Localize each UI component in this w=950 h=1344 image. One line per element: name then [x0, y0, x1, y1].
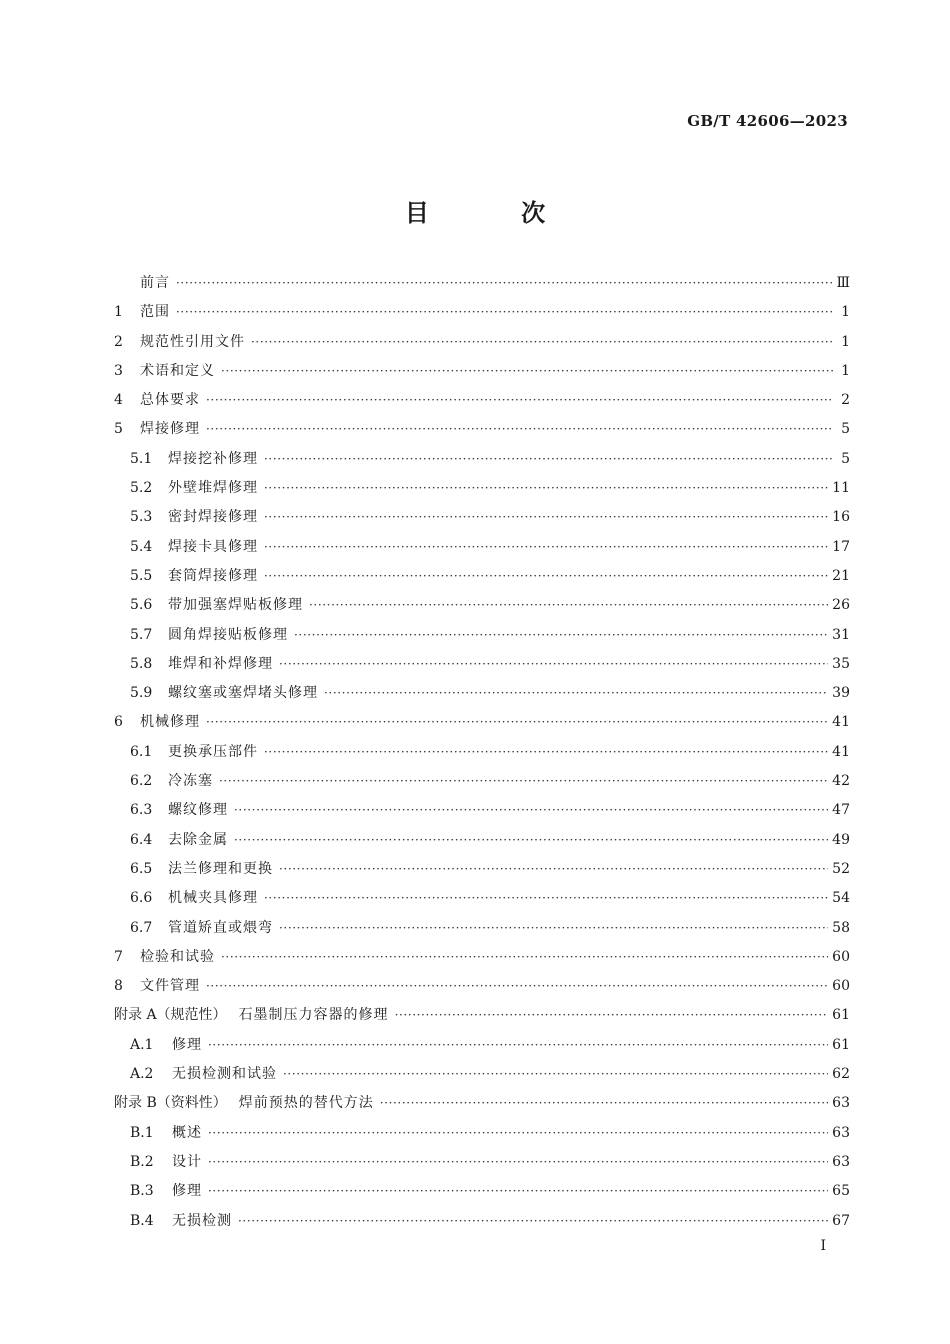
toc-entry[interactable]	[114, 386, 850, 415]
toc-entry[interactable]	[114, 1148, 850, 1177]
toc-entry-page: 39	[832, 685, 850, 702]
toc-entry-number: 5.1	[130, 450, 153, 467]
toc-leader-dots	[264, 562, 828, 591]
toc-entry-page: 63	[832, 1153, 850, 1170]
toc-entry-number: 3	[114, 362, 123, 379]
toc-entry[interactable]	[114, 621, 850, 650]
footer-page-number: I	[820, 1238, 826, 1254]
toc-entry-number: 5.7	[130, 626, 153, 643]
toc-entry-label: 更换承压部件	[168, 743, 258, 760]
toc-entry-page: 60	[832, 948, 850, 965]
toc-entry[interactable]	[114, 1207, 850, 1236]
toc-entry[interactable]	[114, 738, 850, 767]
toc-entry-label: 冷冻塞	[168, 773, 213, 790]
toc-entry[interactable]	[114, 445, 850, 474]
toc-entry-page: 1	[841, 362, 850, 379]
toc-leader-dots	[380, 1089, 828, 1118]
toc-leader-dots	[294, 621, 828, 650]
toc-leader-dots	[176, 269, 832, 298]
toc-entry[interactable]	[114, 357, 850, 386]
toc-leader-dots	[395, 1001, 829, 1030]
toc-entry[interactable]	[114, 1119, 850, 1148]
toc-leader-dots	[206, 386, 834, 415]
toc-entry-number: 5	[114, 421, 123, 438]
toc-entry-page: 35	[832, 655, 850, 672]
toc-entry-number: B.4	[130, 1212, 154, 1229]
toc-entry-number: 6.5	[130, 860, 153, 877]
toc-entry[interactable]	[114, 474, 850, 503]
toc-entry[interactable]	[114, 503, 850, 532]
toc-entry[interactable]	[114, 972, 850, 1001]
toc-leader-dots	[251, 328, 834, 357]
toc-entry-label: 焊接挖补修理	[168, 450, 258, 467]
toc-entry-label: 规范性引用文件	[140, 333, 245, 350]
toc-entry-number: 5.9	[130, 685, 153, 702]
toc-leader-dots	[238, 1207, 828, 1236]
toc-entry-label: 无损检测	[172, 1212, 232, 1229]
toc-entry[interactable]	[114, 767, 850, 796]
toc-entry-number: 5.6	[130, 597, 153, 614]
toc-entry[interactable]	[114, 914, 850, 943]
toc-entry[interactable]	[114, 679, 850, 708]
toc-leader-dots	[206, 708, 828, 737]
toc-entry-number: 5.5	[130, 567, 153, 584]
toc-entry-number: B.2	[130, 1153, 154, 1170]
toc-entry-number: 6.4	[130, 831, 153, 848]
toc-entry[interactable]	[114, 855, 850, 884]
toc-entry-label: 圆角焊接贴板修理	[168, 626, 288, 643]
toc-entry-label: 术语和定义	[140, 362, 215, 379]
toc-entry-page: 11	[832, 480, 850, 497]
toc-entry[interactable]	[114, 708, 850, 737]
toc-leader-dots	[221, 943, 828, 972]
toc-entry[interactable]	[114, 298, 850, 327]
toc-leader-dots	[264, 474, 828, 503]
toc-entry-label: 密封焊接修理	[168, 509, 258, 526]
page-title: 目 次	[404, 199, 588, 227]
toc-entry-label: 螺纹修理	[168, 802, 228, 819]
toc-entry-page: 21	[832, 567, 850, 584]
toc-entry-page: 54	[832, 890, 850, 907]
toc-entry[interactable]	[114, 269, 850, 298]
toc-entry-label: 焊前预热的替代方法	[238, 1095, 374, 1112]
toc-entry-label: 前言	[140, 275, 170, 291]
toc-entry-number: 附录 B（资料性）	[114, 1095, 227, 1112]
toc-entry[interactable]	[114, 1177, 850, 1206]
toc-entry-page: 52	[832, 860, 850, 877]
table-of-contents	[114, 269, 850, 1236]
toc-leader-dots	[279, 855, 828, 884]
toc-entry-label: 机械修理	[140, 714, 200, 731]
toc-entry-page: 41	[832, 714, 850, 731]
toc-entry-number: 6.3	[130, 802, 153, 819]
toc-entry-label: 检验和试验	[140, 948, 215, 965]
toc-entry[interactable]	[114, 826, 850, 855]
toc-leader-dots	[176, 298, 834, 327]
toc-entry-number: 1	[114, 304, 123, 321]
toc-entry-number: 2	[114, 333, 123, 350]
toc-entry[interactable]	[114, 1031, 850, 1060]
toc-entry-label: 设计	[172, 1153, 202, 1170]
toc-entry-page: 17	[832, 538, 850, 555]
toc-entry-page: 67	[832, 1212, 850, 1229]
toc-leader-dots	[234, 826, 828, 855]
toc-entry-page: 63	[832, 1095, 850, 1112]
toc-entry-label: 管道矫直或煨弯	[168, 919, 273, 936]
toc-entry[interactable]	[114, 562, 850, 591]
toc-entry-label: 带加强塞焊贴板修理	[168, 597, 303, 614]
toc-entry-number: 5.3	[130, 509, 153, 526]
toc-entry-number: 5.2	[130, 480, 153, 497]
toc-entry-number: A.2	[130, 1066, 154, 1083]
toc-entry-label: 石墨制压力容器的修理	[238, 1007, 389, 1024]
toc-leader-dots	[279, 650, 828, 679]
toc-entry-number: 6.2	[130, 773, 153, 790]
toc-entry[interactable]	[114, 533, 850, 562]
toc-entry[interactable]	[114, 650, 850, 679]
toc-entry-page: 49	[832, 831, 850, 848]
toc-entry-page: 61	[832, 1036, 850, 1053]
toc-entry-label: 范围	[140, 304, 170, 321]
toc-leader-dots	[206, 415, 834, 444]
toc-entry-page: 41	[832, 743, 850, 760]
toc-entry[interactable]	[114, 943, 850, 972]
toc-entry-label: 修理	[172, 1183, 202, 1200]
toc-entry[interactable]	[114, 328, 850, 357]
toc-entry[interactable]	[114, 796, 850, 825]
toc-entry[interactable]	[114, 1089, 850, 1118]
toc-entry-page: 5	[841, 450, 850, 467]
toc-entry-page: 42	[832, 773, 850, 790]
toc-leader-dots	[208, 1031, 828, 1060]
toc-entry-number: 8	[114, 978, 123, 995]
toc-entry-label: 无损检测和试验	[172, 1066, 277, 1083]
toc-leader-dots	[264, 884, 828, 913]
toc-leader-dots	[208, 1119, 828, 1148]
toc-leader-dots	[279, 914, 828, 943]
toc-entry-number: 5.8	[130, 655, 153, 672]
toc-entry-number: 4	[114, 392, 123, 409]
toc-entry[interactable]	[114, 1001, 850, 1030]
toc-entry-label: 外壁堆焊修理	[168, 480, 258, 497]
toc-entry-page: 63	[832, 1124, 850, 1141]
toc-leader-dots	[264, 503, 828, 532]
toc-entry[interactable]	[114, 415, 850, 444]
toc-entry-number: 7	[114, 948, 123, 965]
toc-entry[interactable]	[114, 1060, 850, 1089]
toc-leader-dots	[283, 1060, 828, 1089]
toc-entry-page: 58	[832, 919, 850, 936]
toc-leader-dots	[219, 767, 828, 796]
toc-entry-page: 61	[832, 1007, 850, 1024]
toc-entry-label: 螺纹塞或塞焊堵头修理	[168, 685, 318, 702]
toc-entry-label: 法兰修理和更换	[168, 860, 273, 877]
toc-entry-page: Ⅲ	[836, 275, 850, 291]
toc-entry-page: 2	[841, 392, 850, 409]
toc-entry-page: 16	[832, 509, 850, 526]
toc-entry[interactable]	[114, 884, 850, 913]
toc-leader-dots	[264, 738, 828, 767]
toc-entry-label: 套筒焊接修理	[168, 567, 258, 584]
toc-entry-label: 焊接卡具修理	[168, 538, 258, 555]
toc-entry-number: 6.1	[130, 743, 153, 760]
toc-entry-label: 堆焊和补焊修理	[168, 655, 273, 672]
toc-entry-label: 去除金属	[168, 831, 228, 848]
toc-entry-page: 31	[832, 626, 850, 643]
toc-leader-dots	[206, 972, 828, 1001]
toc-entry-page: 62	[832, 1066, 850, 1083]
toc-entry-number: 6.6	[130, 890, 153, 907]
toc-entry-number: B.1	[130, 1124, 154, 1141]
toc-leader-dots	[264, 445, 834, 474]
toc-entry-label: 文件管理	[140, 978, 200, 995]
toc-entry-page: 65	[832, 1183, 850, 1200]
toc-leader-dots	[208, 1177, 828, 1206]
toc-entry-page: 60	[832, 978, 850, 995]
toc-entry-label: 焊接修理	[140, 421, 200, 438]
toc-entry-page: 5	[841, 421, 850, 438]
toc-entry-label: 机械夹具修理	[168, 890, 258, 907]
toc-entry-page: 26	[832, 597, 850, 614]
toc-entry-page: 47	[832, 802, 850, 819]
toc-leader-dots	[221, 357, 834, 386]
toc-leader-dots	[234, 796, 828, 825]
toc-leader-dots	[264, 533, 828, 562]
toc-entry-page: 1	[841, 304, 850, 321]
document-code: GB/T 42606—2023	[687, 112, 848, 130]
toc-entry-number: B.3	[130, 1183, 154, 1200]
toc-entry-number: A.1	[130, 1036, 154, 1053]
toc-leader-dots	[208, 1148, 828, 1177]
toc-entry-label: 修理	[172, 1036, 202, 1053]
toc-entry-number: 附录 A（规范性）	[114, 1007, 227, 1024]
toc-leader-dots	[324, 679, 828, 708]
toc-entry[interactable]	[114, 591, 850, 620]
toc-entry-number: 6.7	[130, 919, 153, 936]
toc-entry-label: 总体要求	[140, 392, 200, 409]
toc-entry-number: 6	[114, 714, 123, 731]
toc-leader-dots	[309, 591, 828, 620]
toc-entry-page: 1	[841, 333, 850, 350]
toc-entry-label: 概述	[172, 1124, 202, 1141]
toc-entry-number: 5.4	[130, 538, 153, 555]
